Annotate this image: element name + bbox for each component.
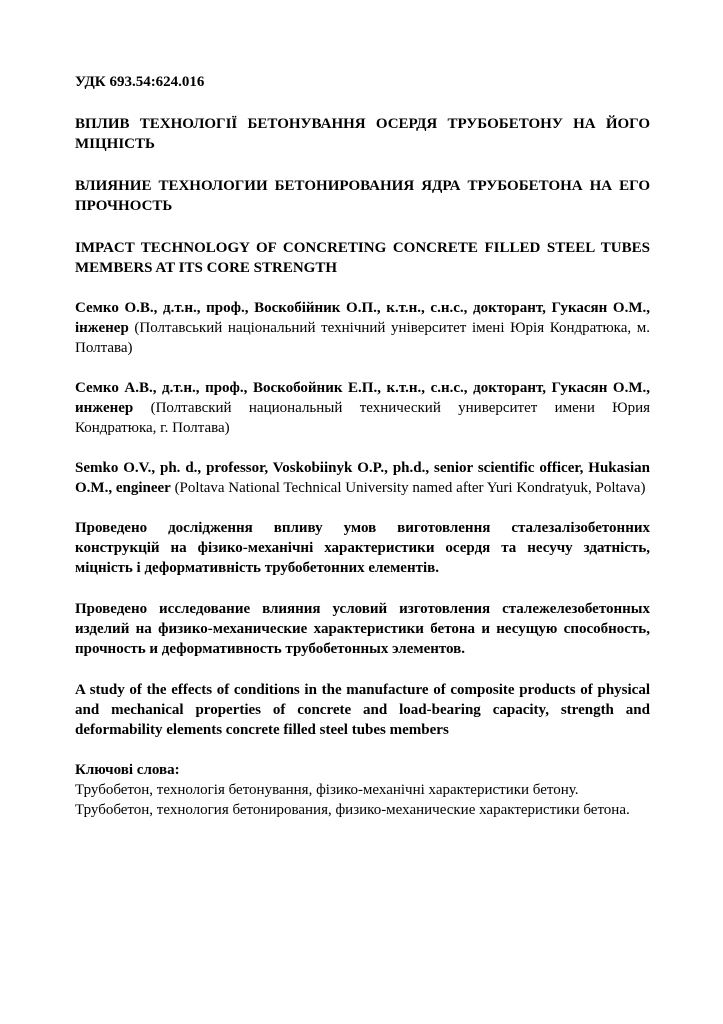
udk-code: УДК 693.54:624.016 [75, 74, 205, 90]
authors-russian-affiliation: (Полтавский национальный технический университет имени Юрия Кондратюка, г. Полтава) [75, 400, 650, 436]
title-ukrainian: ВПЛИВ ТЕХНОЛОГІЇ БЕТОНУВАННЯ ОСЕРДЯ ТРУБОБЕТОНУ НА ЙОГО МІЦНІСТЬ [75, 116, 650, 152]
keywords-russian: Трубобетон, технология бетонирования, физико-механические характеристики бетона. [75, 802, 630, 818]
authors-english [75, 458, 650, 498]
authors-russian [75, 378, 650, 438]
title-russian: ВЛИЯНИЕ ТЕХНОЛОГИИ БЕТОНИРОВАНИЯ ЯДРА ТРУБОБЕТОНА НА ЕГО ПРОЧНОСТЬ [75, 178, 650, 214]
title-english: IMPACT TECHNOLOGY OF CONCRETING CONCRETE FILLED STEEL TUBES MEMBERS AT ITS CORE STRENGTH [75, 240, 650, 276]
abstract-russian: Проведено исследование влияния условий изготовления сталежелезобетонных изделий на физико-механические характеристики бетона и несущую способность, прочность и деформативность трубобетонных элементов. [75, 601, 650, 657]
authors-russian-names: Семко А.В., д.т.н., проф., Воскобойник Е.П., к.т.н., с.н.с., докторант, Гукасян О.М., инженер [75, 380, 650, 416]
authors-ukrainian-names: Семко О.В., д.т.н., проф., Воскобійник О.П., к.т.н., с.н.с., докторант, Гукасян О.М., інженер [75, 300, 650, 336]
authors-english-affiliation: (Poltava National Technical University named after Yuri Kondratyuk, Poltava) [170, 480, 646, 496]
paper-page [75, 72, 650, 820]
keywords-heading: Ключові слова: [75, 762, 180, 778]
authors-ukrainian [75, 298, 650, 358]
authors-english-names: Semko O.V., ph. d., professor, Voskobiinyk O.P., ph.d., senior scientific officer, Hukasian O.M., engineer [75, 460, 650, 496]
authors-ukrainian-affiliation: (Полтавський національний технічний університет імені Юрія Кондратюка, м. Полтава) [75, 320, 650, 356]
abstract-ukrainian: Проведено дослідження впливу умов виготовлення сталезалізобетонних конструкцій на фізико-механічні характеристики осердя та несучу здатність, міцність і деформативність трубобетонних елементів. [75, 520, 650, 576]
keywords-ukrainian: Трубобетон, технологія бетонування, фізико-механічні характеристики бетону. [75, 782, 579, 798]
abstract-english: A study of the effects of conditions in the manufacture of composite products of physical and mechanical properties of concrete and load-bearing capacity, strength and deformability elements concrete filled steel tubes members [75, 682, 650, 738]
